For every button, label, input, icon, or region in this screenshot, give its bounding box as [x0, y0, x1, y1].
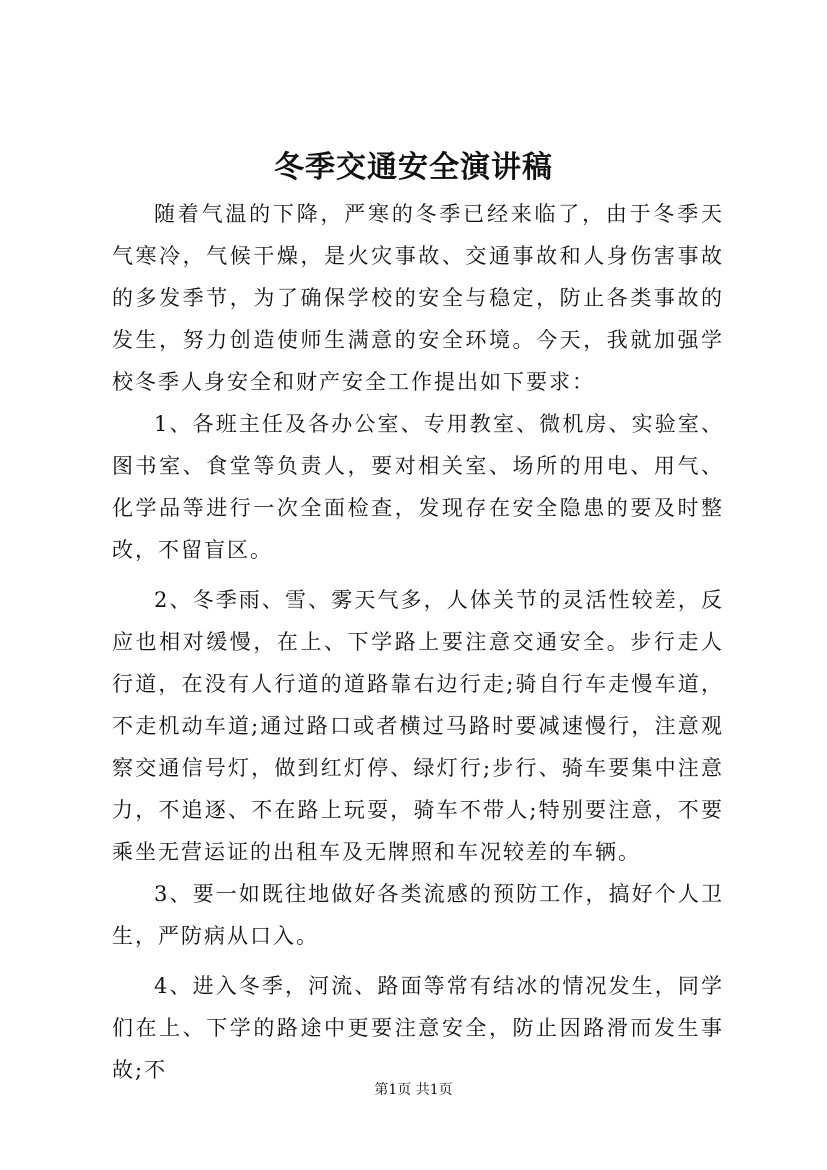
paragraph-item-3: 3、要一如既往地做好各类流感的预防工作，搞好个人卫生，严防病从口入。: [112, 882, 724, 948]
paragraph-intro: 随着气温的下降，严寒的冬季已经来临了，由于冬季天气寒冷，气候干燥，是火灾事故、交通事故和人身伤害事故的多发季节，为了确保学校的安全与稳定，防止各类事故的发生，努力创造使师生满意的安全环境。今天，我就加强学校冬季人身安全和财产安全工作提出如下要求：: [112, 202, 724, 394]
paragraph-item-1: 1、各班主任及各办公室、专用教室、微机房、实验室、图书室、食堂等负责人，要对相关室、场所的用电、用气、化学品等进行一次全面检查，发现存在安全隐患的要及时整改，不留盲区。: [112, 412, 724, 562]
paragraph-item-4: 4、进入冬季，河流、路面等常有结冰的情况发生，同学们在上、下学的路途中更要注意安全，防止因路滑而发生事故;不: [112, 974, 724, 1082]
paragraph-item-2: 2、冬季雨、雪、雾天气多，人体关节的灵活性较差，反应也相对缓慢，在上、下学路上要注意交通安全。步行走人行道，在没有人行道的道路靠右边行走;骑自行车走慢车道，不走机动车道;通过路口或者横过马路时要减速慢行，注意观察交通信号灯，做到红灯停、绿灯行;步行、骑车要集中注意力，不追逐、不在路上玩耍，骑车不带人;特别要注意，不要乘坐无营运证的出租车及无牌照和车况较差的车辆。: [112, 588, 724, 864]
document-title: 冬季交通安全演讲稿: [274, 150, 553, 185]
page-footer: 第1页 共1页: [374, 1082, 453, 1098]
document-body: [112, 193, 724, 1091]
